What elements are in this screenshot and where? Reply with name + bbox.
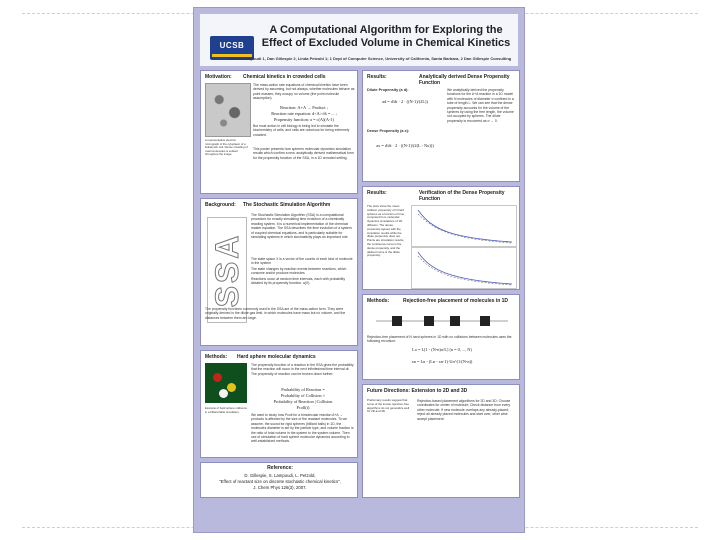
reference-panel — [200, 462, 358, 498]
background-panel — [200, 198, 358, 346]
motivation-label: Motivation: — [205, 74, 232, 80]
background-bullet-2: The state changes by reaction events between reactions, which consume and/or produce molecules — [251, 267, 347, 276]
results-label: Results: — [367, 74, 387, 80]
background-text: The Stochastic Simulation Algorithm (SSA) is a computational procedure for exactly simulating time evolution of a chemically reacting system. It is a numerical implementation of the chemical master equation. The SSA describes the time evolution of a system of coupled chemical equations, and is particularly suitable for simulating systems in which stochasticity plays an important role. — [251, 213, 352, 240]
dense-equation: ax = d/dt · 2 · ((N-1)/(2(L - Nσ))) — [376, 143, 434, 148]
dense-label: Dense Propensity (a x): — [367, 129, 410, 133]
methods-2-eq-1: Lo = L[1 - (N-n)σ/L] (n = 0, ..., N) — [412, 347, 472, 352]
methods-eq-2: Probability of Collision × — [280, 393, 326, 398]
dilute-curve-bottom — [418, 256, 512, 285]
motivation-text-3: This poster presents how spheres molecular dynamics simulation results which confirm a new, analytically derived mathematical form for the propensity function of the SSA, in a 1D crowded setting. — [253, 147, 354, 160]
future-title: Future Directions: Extension to 2D and 3D — [367, 388, 468, 394]
methods-2-title: Rejection-free placement of molecules in 1D — [403, 298, 509, 304]
poster — [193, 7, 525, 533]
motivation-panel — [200, 70, 358, 194]
background-label: Background: — [205, 202, 236, 208]
poster-authors: Sotiris Lampoudi 1, Dan Gillespie 2, Linda Petzold 1; 1 Dept of Computer Science, University of California, Santa Barbara, 2 Dan Gillespie Consulting — [228, 56, 512, 61]
methods-text-2: We want to study how Pcoll for a bimolecular reaction A+A → products is affected by the size of the reactant molecules. To we assume, the sound for rigid spheres (billiard balls) in 1D, the molecules diameter is set by the particle type, and volume fraction is the ratio of total volume in the system to the system volume. Then use of simulation of hard sphere molecular dynamics according to well-established methods. — [251, 413, 354, 444]
billiard-ball-red — [213, 373, 222, 382]
poster-title: A Computational Algorithm for Exploring the Effect of Excluded Volume in Chemical Kinetics — [261, 24, 511, 49]
micrograph-caption: A representative electron micrograph of the cytoplasm of a Eukaryotic cell. Dense crowding of macromolecules is evident throughout the image. — [205, 138, 248, 157]
methods-eq-3: Probability of Reaction | Collision — [273, 399, 333, 404]
verification-plot-top — [411, 205, 517, 247]
reference-line-1: D. Gillespie, S. Lampoudi, L. Petzold, — [244, 473, 316, 478]
dilute-equation: ad = d/dt · 2 · ((N-1)/(2L)) — [382, 99, 428, 104]
methods-title: Hard sphere molecular dynamics — [237, 354, 316, 360]
motivation-text: The mass-action rate equations of chemical kinetics have been derived by assuming, but not always, whether molecules behave as point masses; they occupy no volume (the point molecule assumption). — [253, 83, 355, 101]
results-title: Analytically derived Dense Propensity Function — [419, 74, 510, 86]
methods-2-text: Rejection-free placement of N hard spheres in 1D with no collisions between molecules uses the following recursion: — [367, 335, 512, 344]
methods-eq-4: Pcoll(t) — [296, 405, 310, 410]
results-analytic-panel — [362, 70, 520, 182]
future-text: Preliminary results suggest that some of the known rejection-free algorithms do not generalize well for 2D and 3D. — [367, 398, 410, 414]
background-title: The Stochastic Simulation Algorithm — [243, 202, 331, 208]
methods-hard-sphere-panel — [200, 350, 358, 458]
verification-plot-bottom-svg — [412, 248, 516, 288]
results-2-label: Results: — [367, 190, 387, 196]
placement-diagram — [372, 309, 512, 331]
methods-label: Methods: — [205, 354, 228, 360]
dilute-curve-top — [418, 214, 512, 243]
placement-block-2 — [424, 316, 434, 326]
placement-block-1 — [392, 316, 402, 326]
reference-line-3: J. Chem Phys 126(3), 2007. — [253, 485, 307, 490]
methods-2-eq-2: xn = Ln - (Ln - xn-1)·Un^(1/(N-n)) — [411, 359, 473, 364]
billiard-ball-white — [219, 389, 228, 398]
placement-block-4 — [480, 316, 490, 326]
background-text-2: The propensity functions commonly used in the SSA are of the mass-action form. They were originally derived in the dilute gas limit, in which molecules have mass but no volume, and the distances between them are large. — [205, 307, 346, 320]
future-text-2: Rejection-based placement algorithms for 2D and 3D: Choose coordinates for center of molecule; Check distance from every other molecule; If new molecule overlaps any already-placed, reject all already placed molecules and start over, other wise accept placement. — [417, 399, 511, 421]
poster-header — [200, 14, 518, 66]
billiard-ball-yellow — [227, 383, 236, 392]
propensity-line: Propensity function: a = c(A)(A-1) — [274, 117, 334, 122]
reaction-line: Reaction: A+A → Product ; — [280, 105, 328, 110]
methods-text: The propensity function of a reaction in the SSA gives the probability that the reaction will occur in the next infinitesimal time interval dt. The propensity of reaction can be broken down further: — [251, 363, 354, 376]
logo-text: UCSB — [219, 41, 245, 50]
results-verification-panel — [362, 186, 520, 290]
motivation-title: Chemical kinetics in crowded cells — [243, 74, 326, 80]
results-analytic-text: We analytically derived the propensity functions for the A+A reaction in a 1D model with N molecules of diameter σ confined in a tube of length L. We can see that the dense propensity accounts for the volume of the spheres by using the free length, the volume not occupied by spheres. The dilute propensity is recovered as σ → 0. — [447, 88, 514, 123]
reference-line-2: "Effect of reactant size on discrete stochastic chemical kinetics", — [219, 479, 341, 484]
results-2-title: Verification of the Dense Propensity Function — [419, 190, 505, 202]
background-bullet-1: The state space X is a vector of the counts of each kind of molecule in the system — [251, 257, 353, 266]
methods-rejection-free-panel — [362, 294, 520, 380]
placement-block-3 — [450, 316, 460, 326]
billiard-image — [205, 363, 247, 403]
methods-eq-1: Probability of Reaction = — [281, 387, 325, 392]
reference-title: Reference: — [267, 465, 293, 471]
verification-plot-top-svg — [412, 206, 516, 246]
ssa-art-text: SSA — [209, 232, 245, 308]
micrograph-image — [205, 83, 251, 137]
rate-line: Reaction rate equation: d<A>/dt = ... ; — [271, 111, 337, 116]
verification-plot-bottom — [411, 247, 517, 289]
methods-2-label: Methods: — [367, 298, 390, 304]
motivation-text-2: But most action in cell biology is being led to simulate the biochemistry of cells, and cells are notorious for being extremely crowded. — [253, 124, 350, 137]
dilute-label: Dilute Propensity (a d): — [367, 88, 409, 92]
future-directions-panel — [362, 384, 520, 498]
background-bullet-3: Reactions occur at random time intervals, each with probability dictated by its propensity function, a(X). — [251, 277, 346, 286]
results-verification-text: The plots show the mean collision propensity of N hard spheres as a function of time, computed from molecular dynamics simulations of 1D diffusion. The dense propensity agrees with the simulation results while the dilute propensity does not. Points are simulation results, the continuous curve is the dense propensity, and the dashed curve is the dilute propensity. — [367, 204, 405, 258]
billiard-caption: Example of hard sphere collisions in a billiard table simulation. — [205, 406, 247, 414]
